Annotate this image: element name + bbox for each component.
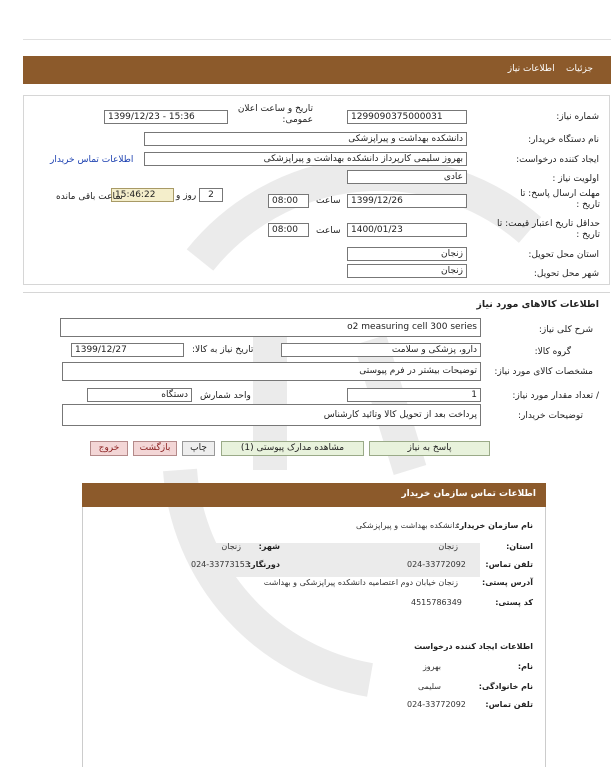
priority-label: اولویت نیاز : — [552, 174, 599, 184]
remaining-day-label: روز و — [176, 191, 197, 201]
priority-field: عادی — [347, 170, 467, 184]
creator-last-name-label: نام خانوادگی: — [478, 682, 533, 691]
need-description-label: شرح کلی نیاز: — [538, 325, 593, 335]
view-attachments-button[interactable]: مشاهده مدارک پیوستی (1) — [221, 441, 364, 456]
buyer-org-field: دانشکده بهداشت و پیراپزشکی — [144, 132, 467, 146]
creator-first-name-label: نام: — [517, 662, 533, 671]
contact-province-label: استان: — [506, 542, 533, 551]
quantity-field: 1 — [347, 388, 481, 402]
contact-postal-label: کد پستی: — [495, 598, 533, 607]
reply-button[interactable]: پاسخ به نیاز — [369, 441, 490, 456]
back-button[interactable]: بازگشت — [133, 441, 177, 456]
top-divider — [23, 39, 611, 40]
requester-field: بهروز سلیمی کارپرداز دانشکده بهداشت و پیراپزشکی — [144, 152, 467, 166]
validity-time-label: ساعت — [316, 226, 341, 236]
buyer-notes-label: توضیحات خریدار: — [517, 411, 583, 421]
delivery-province-label: استان محل تحویل: — [528, 250, 599, 260]
creator-phone-value: 024-33772092 — [407, 700, 466, 709]
contact-header-bar — [82, 483, 546, 507]
validity-label: حداقل تاریخ اعتبار قیمت: تا تاریخ : — [497, 219, 600, 240]
deadline-time-label: ساعت — [316, 196, 341, 206]
quantity-label: / تعداد مقدار مورد نیاز: — [512, 391, 599, 401]
deadline-time-field: 08:00 — [268, 194, 309, 208]
buyer-org-label: نام دستگاه خریدار: — [528, 135, 599, 145]
need-number-field: 1299090375000031 — [347, 110, 467, 124]
goods-group-field: دارو، پزشکی و سلامت — [281, 343, 481, 357]
need-date-label: تاریخ نیاز به کالا: — [192, 345, 254, 355]
goods-section-title: اطلاعات کالاهای مورد نیاز — [476, 299, 599, 310]
validity-time-field: 08:00 — [268, 223, 309, 237]
print-button[interactable]: چاپ — [182, 441, 215, 456]
buyer-contact-link[interactable]: اطلاعات تماس خریدار — [50, 155, 134, 165]
buyer-notes-field: پرداخت بعد از تحویل کالا وتائید کارشناس — [62, 404, 481, 426]
deadline-label: مهلت ارسال پاسخ: تا تاریخ : — [520, 189, 600, 210]
page-header — [23, 56, 611, 84]
remaining-time-field: 15:46:22 — [111, 188, 174, 202]
creator-last-name-value: سلیمی — [417, 682, 441, 691]
contact-header-title: اطلاعات تماس سازمان خریدار — [401, 489, 536, 499]
deadline-date-field: 1399/12/26 — [347, 194, 467, 208]
contact-fax-label: دورنگار: — [247, 560, 280, 569]
creator-header: اطلاعات ایجاد کننده درخواست — [414, 642, 533, 651]
goods-divider — [23, 292, 610, 293]
contact-org-label: نام سازمان خریدار: — [456, 521, 533, 530]
header-title: جزئیات اطلاعات نیاز — [507, 64, 593, 74]
contact-phone-label: تلفن تماس: — [485, 560, 533, 569]
unit-field: دستگاه — [87, 388, 192, 402]
need-number-label: شماره نیاز: — [556, 112, 599, 122]
validity-date-field: 1400/01/23 — [347, 223, 467, 237]
contact-org-value: دانشکده بهداشت و پیراپزشکی — [355, 521, 458, 530]
contact-postal-value: 4515786349 — [411, 598, 462, 607]
remaining-time-label: ساعت باقی مانده — [56, 192, 123, 202]
delivery-city-label: شهر محل تحویل: — [533, 269, 599, 279]
contact-city-label: شهر: — [258, 542, 280, 551]
contact-address-label: آدرس پستی: — [482, 578, 533, 587]
contact-city-value: زنجان — [221, 542, 241, 551]
unit-label: واحد شمارش — [200, 391, 251, 401]
contact-address-value: زنجان خیابان دوم اعتصامیه دانشکده پیراپزشکی و بهداشت — [263, 578, 458, 587]
need-description-field: o2 measuring cell 300 series — [60, 318, 481, 337]
contact-province-value: زنجان — [438, 542, 458, 551]
delivery-province-field: زنجان — [347, 247, 467, 261]
creator-phone-label: تلفن تماس: — [485, 700, 533, 709]
announce-date-label: تاریخ و ساعت اعلان عمومی: — [237, 104, 313, 125]
goods-spec-label: مشخصات کالای مورد نیاز: — [494, 367, 593, 377]
contact-phone-value: 024-33772092 — [407, 560, 466, 569]
announce-date-field: 1399/12/23 - 15:36 — [104, 110, 228, 124]
requester-label: ایجاد کننده درخواست: — [516, 155, 599, 165]
need-date-field: 1399/12/27 — [71, 343, 184, 357]
goods-group-label: گروه کالا: — [534, 347, 571, 357]
creator-first-name-value: بهروز — [422, 662, 441, 671]
delivery-city-field: زنجان — [347, 264, 467, 278]
exit-button[interactable]: خروج — [90, 441, 128, 456]
goods-spec-field: توضیحات بیشتر در فرم پیوستی — [62, 362, 481, 381]
remaining-days-field: 2 — [199, 188, 223, 202]
contact-fax-value: 024-33773153 — [191, 560, 250, 569]
